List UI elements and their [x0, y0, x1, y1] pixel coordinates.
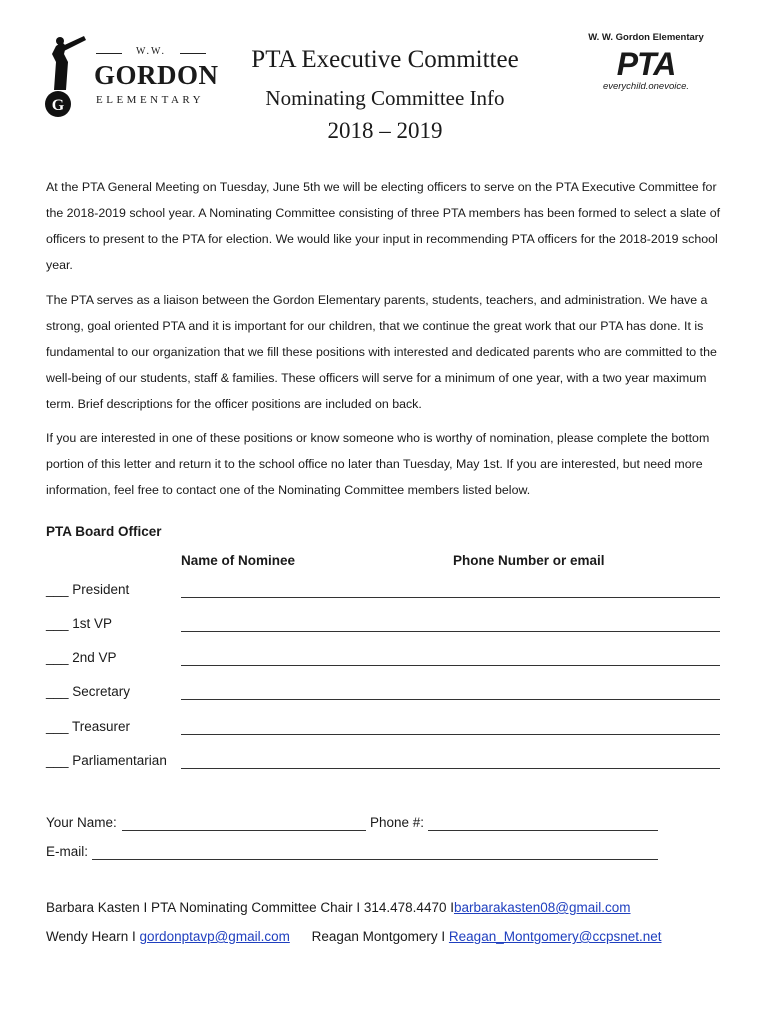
page-subtitle: Nominating Committee Info: [265, 86, 505, 110]
chair-email-link[interactable]: barbarakasten08@gmail.com: [453, 900, 631, 915]
nominee-contact-line[interactable]: [453, 631, 720, 632]
logo-gordon: GORDON: [94, 60, 219, 90]
phone-line[interactable]: [428, 830, 658, 831]
logo-initial: G: [51, 97, 65, 114]
contact-line-members: [46, 929, 662, 944]
liaison-paragraph: The PTA serves as a liaison between the Gordon Elementary parents, students, teachers, and administration. We have a strong, goal oriented PTA and it is important for our children, that we continue the great work that our PTA has done. It is fundamental to our organization that we fill these positions with interested and dedicated parents who are committed to the well-being of our students, staff & families. These officers will serve for a minimum of one year, with a two year maximum term. Brief descriptions for the officer positions are included on back.: [46, 293, 717, 411]
phone-label: Phone #:: [370, 815, 425, 830]
position-label: ___ Parliamentarian: [46, 753, 167, 768]
nominee-contact-line[interactable]: [453, 665, 720, 666]
pta-logo-tagline: everychild.onevoice.: [602, 81, 690, 92]
officer-row-treasurer: [46, 719, 736, 739]
officer-row-2nd-vp: [46, 650, 736, 670]
member1-name: Wendy Hearn I: [46, 929, 140, 944]
nominee-name-line[interactable]: [181, 734, 481, 735]
pta-logo-school: W. W. Gordon Elementary: [588, 32, 704, 43]
nominee-name-line[interactable]: [181, 597, 481, 598]
member1-email-link[interactable]: gordonptavp@gmail.com: [139, 929, 290, 944]
nominee-name-line[interactable]: [181, 768, 481, 769]
section-title: PTA Board Officer: [46, 524, 162, 539]
chair-contact-text: Barbara Kasten I PTA Nominating Committee Chair I 314.478.4470 I: [46, 900, 454, 915]
position-label: ___ Treasurer: [46, 719, 131, 734]
nominee-name-line[interactable]: [181, 665, 481, 666]
nominee-name-line[interactable]: [181, 631, 481, 632]
officer-row-president: [46, 582, 736, 602]
email-row: [46, 844, 746, 864]
column-header-phone: Phone Number or email: [453, 553, 605, 568]
officer-row-parliamentarian: [46, 753, 736, 773]
your-name-line[interactable]: [122, 830, 366, 831]
officer-row-secretary: [46, 684, 736, 704]
member2-name: Reagan Montgomery I: [311, 929, 449, 944]
logo-elementary: ELEMENTARY: [96, 94, 205, 106]
page-title: PTA Executive Committee: [251, 46, 519, 73]
pta-logo: [586, 32, 706, 102]
nominee-contact-line[interactable]: [453, 768, 720, 769]
contact-line-chair: [46, 900, 631, 915]
logo-ww: W.W.: [96, 46, 206, 57]
nominee-contact-line[interactable]: [453, 699, 720, 700]
email-label: E-mail:: [46, 844, 89, 859]
nominee-contact-line[interactable]: [453, 734, 720, 735]
member2-email-link[interactable]: Reagan_Montgomery@ccpsnet.net: [448, 929, 662, 944]
officer-row-1st-vp: [46, 616, 736, 636]
page-year: 2018 – 2019: [327, 118, 443, 143]
intro-paragraph: At the PTA General Meeting on Tuesday, June 5th we will be electing officers to serve on the PTA Executive Committee for the 2018-2019 school year. A Nominating Committee consisting of three PTA members has been formed to select a slate of officers to present to the PTA for election. We would like your input in recommending PTA officers for the 2018-2019 school year.: [46, 180, 721, 272]
position-label: ___ Secretary: [46, 684, 131, 699]
column-header-name: Name of Nominee: [181, 553, 296, 568]
position-label: ___ 2nd VP: [46, 650, 117, 665]
nominee-contact-line[interactable]: [453, 597, 720, 598]
your-info-row: [46, 815, 746, 835]
email-line[interactable]: [92, 859, 658, 860]
position-label: ___ President: [46, 582, 130, 597]
nominee-name-line[interactable]: [181, 699, 481, 700]
position-label: ___ 1st VP: [46, 616, 113, 631]
instructions-paragraph: If you are interested in one of these positions or know someone who is worthy of nomination, please complete the bottom portion of this letter and return it to the school office no later than Tuesday, May 1st. If you are interested, but need more information, feel free to contact one of the Nominating Committee members listed below.: [46, 431, 710, 497]
pta-logo-brand: PTA: [616, 46, 676, 82]
your-name-label: Your Name:: [46, 815, 117, 830]
